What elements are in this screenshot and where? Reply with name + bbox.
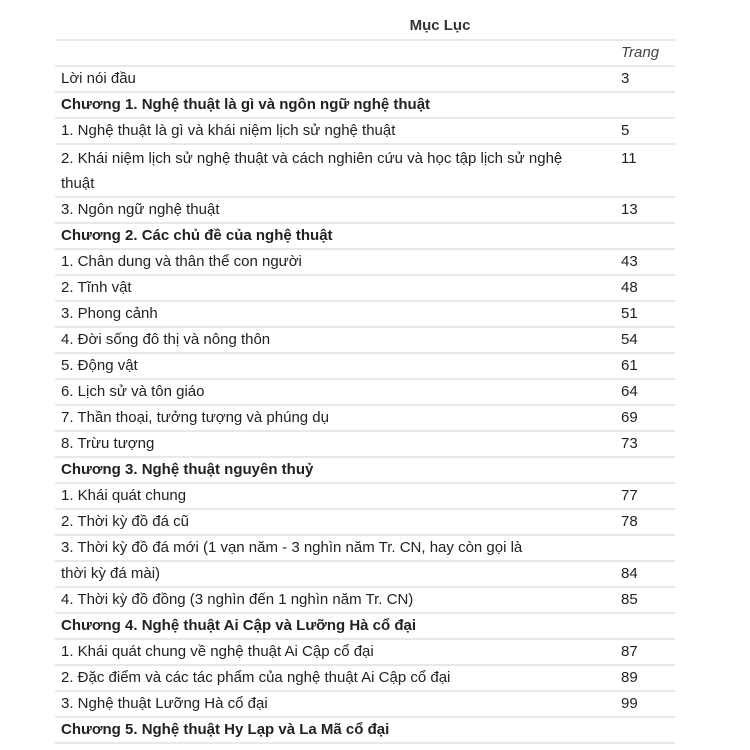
- toc-entry-row: [55, 483, 675, 509]
- entry-page-number: 51: [621, 301, 675, 327]
- chapter-row: [55, 92, 675, 118]
- entry-title: Chương 1. Nghệ thuật là gì và ngôn ngữ nghệ thuật: [55, 92, 621, 118]
- entry-page-number: 69: [621, 405, 675, 431]
- toc-entry-row: [55, 379, 675, 405]
- entry-page-number: 3: [621, 66, 675, 92]
- toc-entry-row: [55, 327, 675, 353]
- toc-entry-row: [55, 561, 675, 587]
- entry-page-number: 87: [621, 639, 675, 665]
- entry-page-number: 13: [621, 197, 675, 223]
- entry-title: 2. Khái niệm lịch sử nghệ thuật và cách nghiên cứu và học tập lịch sử nghệ thuật: [55, 144, 621, 197]
- entry-page-number: 78: [621, 509, 675, 535]
- entry-page-number: [621, 92, 675, 118]
- toc-entry-row: [55, 301, 675, 327]
- toc-title: Mục Lục: [409, 17, 471, 34]
- toc-entry-row: [55, 249, 675, 275]
- entry-page-number: 54: [621, 327, 675, 353]
- entry-title: 4. Đời sống đô thị và nông thôn: [55, 327, 621, 353]
- entry-page-number: [621, 223, 675, 249]
- toc-entry-row: [55, 118, 675, 144]
- entry-page-number: 84: [621, 561, 675, 587]
- entry-title: Chương 5. Nghệ thuật Hy Lạp và La Mã cổ đại: [55, 717, 621, 743]
- entry-title: 3. Thời kỳ đồ đá mới (1 vạn năm - 3 nghìn năm Tr. CN, hay còn gọi là: [55, 535, 621, 561]
- toc-entry-row: [55, 405, 675, 431]
- entry-title: 2. Tĩnh vật: [55, 275, 621, 301]
- toc-entry-row: [55, 587, 675, 613]
- entry-title: 5. Động vật: [55, 353, 621, 379]
- entry-page-number: [621, 613, 675, 639]
- toc-entry-row: [55, 665, 675, 691]
- entry-page-number: 99: [621, 691, 675, 717]
- toc-entry-row: [55, 66, 675, 92]
- entry-title: Lời nói đầu: [55, 66, 621, 92]
- header-row: [55, 40, 675, 66]
- chapter-row: [55, 457, 675, 483]
- entry-page-number: 11: [621, 144, 675, 197]
- entry-title: 7. Thần thoại, tưởng tượng và phúng dụ: [55, 405, 621, 431]
- entry-title: 2. Thời kỳ đồ đá cũ: [55, 509, 621, 535]
- entry-title: 3. Ngôn ngữ nghệ thuật: [55, 197, 621, 223]
- toc-entry-row: [55, 535, 675, 561]
- toc-entry-row: [55, 509, 675, 535]
- entry-page-number: 5: [621, 118, 675, 144]
- page-column-header: Trang: [621, 40, 675, 66]
- header-empty: [55, 40, 621, 66]
- toc-entry-row: [55, 197, 675, 223]
- chapter-row: [55, 717, 675, 743]
- entry-title: Chương 2. Các chủ đề của nghệ thuật: [55, 223, 621, 249]
- entry-page-number: [621, 457, 675, 483]
- entry-title: 3. Nghệ thuật Lưỡng Hà cổ đại: [55, 691, 621, 717]
- entry-page-number: 43: [621, 249, 675, 275]
- toc-table: [55, 39, 675, 744]
- toc-entry-row: [55, 353, 675, 379]
- chapter-row: [55, 223, 675, 249]
- entry-title: thời kỳ đá mài): [55, 561, 621, 587]
- entry-title: 1. Khái quát chung về nghệ thuật Ai Cập cổ đại: [55, 639, 621, 665]
- entry-page-number: 61: [621, 353, 675, 379]
- toc-entry-row: [55, 431, 675, 457]
- entry-page-number: 48: [621, 275, 675, 301]
- entry-page-number: 73: [621, 431, 675, 457]
- toc-entry-row: [55, 691, 675, 717]
- chapter-row: [55, 613, 675, 639]
- entry-title: 2. Đặc điểm và các tác phẩm của nghệ thuật Ai Cập cổ đại: [55, 665, 621, 691]
- entry-page-number: 89: [621, 665, 675, 691]
- toc-entry-row: [55, 275, 675, 301]
- toc-entry-row: [55, 144, 675, 197]
- entry-page-number: 64: [621, 379, 675, 405]
- entry-title: 6. Lịch sử và tôn giáo: [55, 379, 621, 405]
- entry-page-number: 77: [621, 483, 675, 509]
- entry-title: 1. Chân dung và thân thể con người: [55, 249, 621, 275]
- entry-title: 4. Thời kỳ đồ đồng (3 nghìn đến 1 nghìn năm Tr. CN): [55, 587, 621, 613]
- entry-title: 8. Trừu tượng: [55, 431, 621, 457]
- toc-entry-row: [55, 639, 675, 665]
- entry-title: 3. Phong cảnh: [55, 301, 621, 327]
- entry-title: 1. Khái quát chung: [55, 483, 621, 509]
- entry-title: 1. Nghệ thuật là gì và khái niệm lịch sử nghệ thuật: [55, 118, 621, 144]
- entry-title: Chương 4. Nghệ thuật Ai Cập và Lưỡng Hà cổ đại: [55, 613, 621, 639]
- entry-page-number: [621, 535, 675, 561]
- entry-title: Chương 3. Nghệ thuật nguyên thuỷ: [55, 457, 621, 483]
- entry-page-number: 85: [621, 587, 675, 613]
- entry-page-number: [621, 717, 675, 743]
